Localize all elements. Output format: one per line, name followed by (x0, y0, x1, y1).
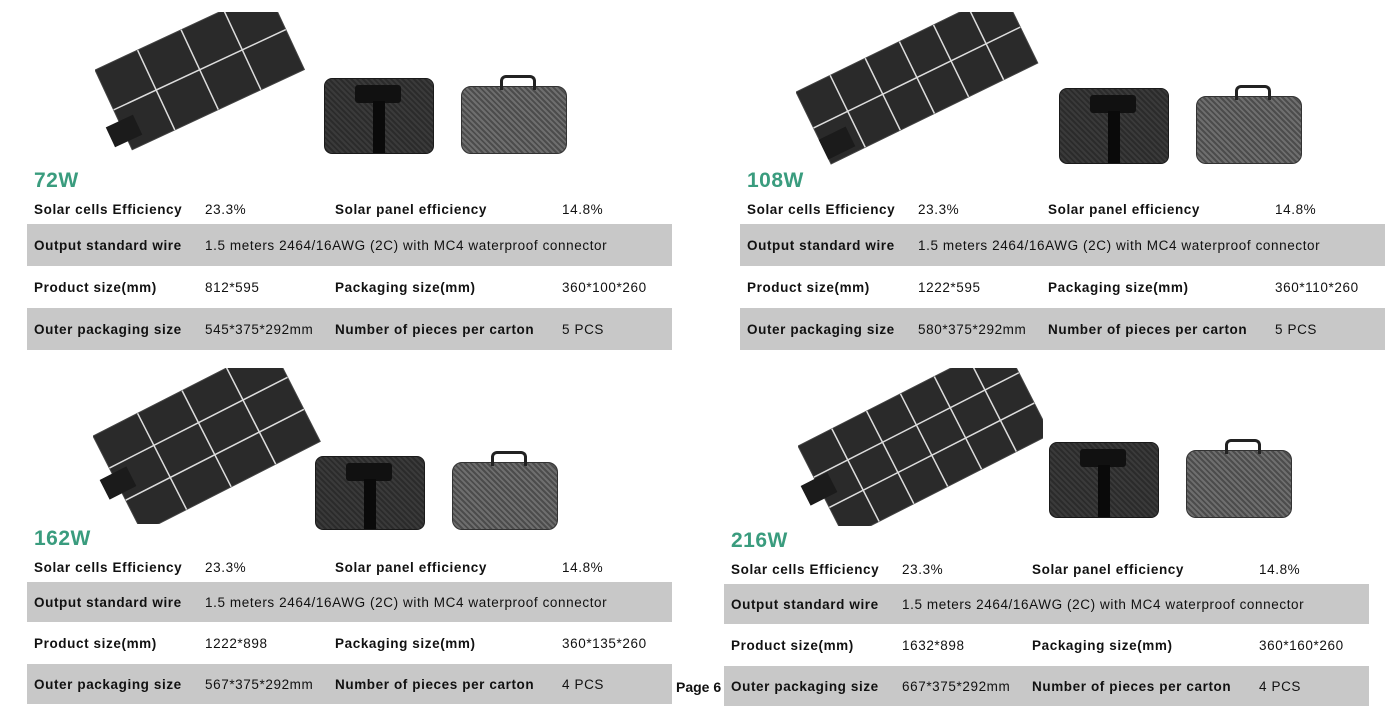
power-station-image (1059, 88, 1169, 164)
spec-label: Solar panel efficiency (335, 559, 488, 575)
spec-value: 580*375*292mm (911, 308, 1041, 350)
spec-value: 14.8% (562, 201, 604, 217)
spec-label: Number of pieces per carton (1025, 666, 1252, 706)
product-title: 216W (731, 529, 788, 552)
spec-row (27, 224, 672, 266)
spec-row (740, 308, 1385, 350)
spec-value: 812*595 (205, 279, 260, 295)
spec-label: Packaging size(mm) (335, 635, 476, 651)
product-images (27, 368, 672, 524)
spec-row (27, 194, 672, 224)
spec-value: 1632*898 (902, 637, 965, 653)
power-station-image (315, 456, 425, 530)
spec-value: 23.3% (205, 559, 247, 575)
spec-label: Number of pieces per carton (1041, 308, 1268, 350)
product-block-72w (27, 12, 672, 350)
spec-row (724, 666, 1369, 706)
product-block-108w (740, 12, 1385, 350)
spec-value: 5 PCS (555, 308, 672, 350)
carry-bag-image (452, 462, 558, 530)
spec-value: 4 PCS (555, 664, 672, 704)
spec-value: 567*375*292mm (198, 664, 328, 704)
spec-value: 1.5 meters 2464/16AWG (2C) with MC4 waterproof connector (895, 584, 1369, 624)
spec-row (740, 194, 1385, 224)
spec-value: 23.3% (902, 561, 944, 577)
product-title: 162W (34, 527, 91, 550)
spec-label: Outer packaging size (27, 308, 198, 350)
product-images (740, 12, 1385, 168)
product-title: 108W (747, 169, 804, 192)
spec-value: 1222*595 (918, 279, 981, 295)
spec-row (740, 224, 1385, 266)
spec-label: Solar cells Efficiency (747, 201, 896, 217)
spec-row (740, 266, 1385, 308)
spec-label: Solar panel efficiency (1048, 201, 1201, 217)
spec-label: Outer packaging size (740, 308, 911, 350)
spec-value: 360*100*260 (562, 279, 647, 295)
spec-label: Number of pieces per carton (328, 664, 555, 704)
spec-label: Packaging size(mm) (335, 279, 476, 295)
spec-value: 14.8% (1275, 201, 1317, 217)
solar-panel-image (95, 12, 310, 162)
spec-value: 360*110*260 (1275, 279, 1359, 295)
carry-bag-image (1186, 450, 1292, 518)
spec-value: 14.8% (562, 559, 604, 575)
spec-value: 667*375*292mm (895, 666, 1025, 706)
spec-label: Solar panel efficiency (1032, 561, 1185, 577)
spec-value: 1222*898 (205, 635, 268, 651)
spec-value: 1.5 meters 2464/16AWG (2C) with MC4 waterproof connector (911, 224, 1385, 266)
product-images (27, 12, 672, 168)
power-station-image (1049, 442, 1159, 518)
solar-panel-image (796, 12, 1041, 168)
spec-table (27, 552, 672, 704)
spec-row (724, 584, 1369, 624)
spec-row (27, 622, 672, 664)
spec-value: 5 PCS (1268, 308, 1385, 350)
page-number: Page 6 (676, 679, 722, 695)
spec-row (724, 624, 1369, 666)
spec-value: 23.3% (205, 201, 247, 217)
carry-bag-image (1196, 96, 1302, 164)
spec-label: Output standard wire (27, 582, 198, 622)
spec-label: Outer packaging size (27, 664, 198, 704)
spec-label: Solar cells Efficiency (34, 201, 183, 217)
spec-label: Outer packaging size (724, 666, 895, 706)
product-images (724, 368, 1369, 524)
spec-value: 4 PCS (1252, 666, 1369, 706)
spec-value: 1.5 meters 2464/16AWG (2C) with MC4 waterproof connector (198, 582, 672, 622)
spec-value: 545*375*292mm (198, 308, 328, 350)
spec-table (724, 554, 1369, 706)
spec-value: 1.5 meters 2464/16AWG (2C) with MC4 waterproof connector (198, 224, 672, 266)
spec-value: 14.8% (1259, 561, 1301, 577)
product-title: 72W (34, 169, 79, 192)
spec-label: Output standard wire (724, 584, 895, 624)
spec-label: Packaging size(mm) (1032, 637, 1173, 653)
spec-label: Product size(mm) (731, 637, 854, 653)
spec-value: 23.3% (918, 201, 960, 217)
spec-table (27, 194, 672, 350)
carry-bag-image (461, 86, 567, 154)
spec-label: Solar cells Efficiency (34, 559, 183, 575)
spec-row (27, 308, 672, 350)
spec-label: Product size(mm) (34, 279, 157, 295)
solar-panel-image (93, 368, 323, 524)
power-station-image (324, 78, 434, 154)
product-block-162w (27, 368, 672, 704)
spec-value: 360*135*260 (562, 635, 647, 651)
spec-label: Solar panel efficiency (335, 201, 488, 217)
spec-row (724, 554, 1369, 584)
spec-label: Product size(mm) (747, 279, 870, 295)
spec-value: 360*160*260 (1259, 637, 1344, 653)
spec-label: Number of pieces per carton (328, 308, 555, 350)
spec-table (740, 194, 1385, 350)
spec-label: Packaging size(mm) (1048, 279, 1189, 295)
spec-row (27, 664, 672, 704)
spec-row (27, 582, 672, 622)
spec-label: Output standard wire (27, 224, 198, 266)
spec-row (27, 552, 672, 582)
spec-row (27, 266, 672, 308)
spec-label: Product size(mm) (34, 635, 157, 651)
spec-label: Output standard wire (740, 224, 911, 266)
product-block-216w (724, 368, 1369, 706)
spec-label: Solar cells Efficiency (731, 561, 880, 577)
solar-panel-image (798, 368, 1043, 526)
